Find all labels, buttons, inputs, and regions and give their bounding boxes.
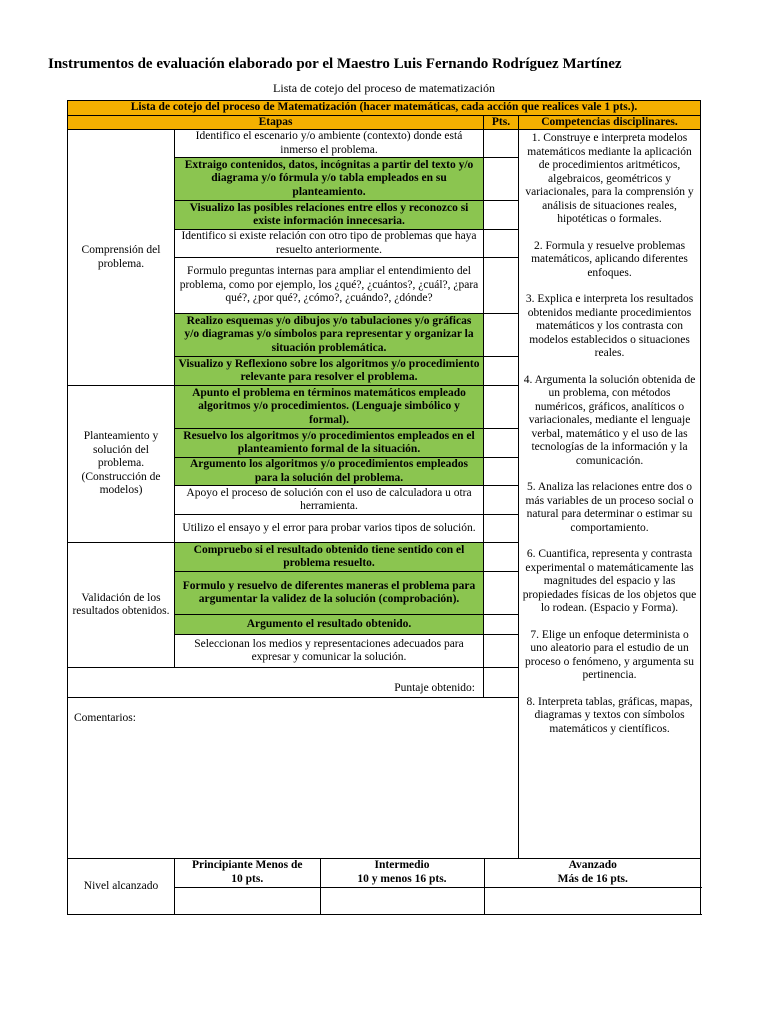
level-name: Intermedio xyxy=(374,859,430,871)
points-cell[interactable] xyxy=(484,386,519,429)
level-advanced xyxy=(484,859,701,887)
action-item: Formulo y resuelvo de diferentes maneras el problema para argumentar la validez de la solución (comprobación). xyxy=(175,572,484,615)
column-header-stages: Etapas xyxy=(68,115,484,130)
action-item: Apoyo el proceso de solución con el uso de calculadora u otra herramienta. xyxy=(175,486,484,515)
level-intermediate xyxy=(320,859,484,887)
points-cell[interactable] xyxy=(484,429,519,458)
score-total-cell[interactable] xyxy=(484,668,519,698)
competency-item: 4. Argumenta la solución obtenida de un problema, con métodos numéricos, gráficos, analíticos o variacionales, mediante el lenguaje verbal, matemático y el uso de las tecnologías de la información y la comunicación. xyxy=(523,373,696,467)
level-name: Principiante Menos de xyxy=(191,859,303,871)
level-label: Nivel alcanzado xyxy=(68,859,175,915)
level-mark-intermediate[interactable] xyxy=(320,888,484,914)
action-item: Realizo esquemas y/o dibujos y/o tabulaciones y/o gráficas y/o diagramas y/o símbolos para representar y organizar la situación problemática. xyxy=(175,314,484,357)
points-cell[interactable] xyxy=(484,543,519,572)
points-cell[interactable] xyxy=(484,515,519,543)
action-item: Visualizo las posibles relaciones entre ellos y reconozco si existe información innecesaria. xyxy=(175,201,484,230)
level-range: Más de 16 pts. xyxy=(557,872,628,885)
points-cell[interactable] xyxy=(484,258,519,314)
action-item: Argumento los algoritmos y/o procedimientos empleados para la solución del problema. xyxy=(175,458,484,486)
table-banner: Lista de cotejo del proceso de Matematización (hacer matemáticas, cada acción que realices vale 1 pts.). xyxy=(68,101,701,116)
comments-label[interactable]: Comentarios: xyxy=(68,698,519,859)
competency-item: 6. Cuantifica, representa y contrasta experimental o matemáticamente las magnitudes del espacio y las propiedades físicas de los objetos que lo rodean. (Espacio y Forma). xyxy=(522,548,697,614)
points-cell[interactable] xyxy=(484,486,519,515)
competency-item: 3. Explica e interpreta los resultados obtenidos mediante procedimientos matemáticos y los contrasta con modelos establecidos o situaciones reales. xyxy=(525,293,694,359)
action-item: Argumento el resultado obtenido. xyxy=(175,615,484,635)
action-item: Apunto el problema en términos matemáticos empleado algoritmos y/o procedimientos. (Lenguaje simbólico y formal). xyxy=(175,386,484,429)
level-marks xyxy=(175,888,701,915)
points-cell[interactable] xyxy=(484,314,519,357)
action-item: Extraigo contenidos, datos, incógnitas a partir del texto y/o diagrama y/o fórmula y/o tabla empleados en su planteamiento. xyxy=(175,158,484,201)
document-title: Instrumentos de evaluación elaborado por el Maestro Luis Fernando Rodríguez Martínez xyxy=(48,56,622,72)
competency-item: 2. Formula y resuelve problemas matemáticos, aplicando diferentes enfoques. xyxy=(531,239,688,279)
action-item: Utilizo el ensayo y el error para probar varios tipos de solución. xyxy=(175,515,484,543)
action-item: Formulo preguntas internas para ampliar el entendimiento del problema, como por ejemplo, los ¿qué?, ¿cuántos?, ¿cuál?, ¿para qué?, ¿por qué?, ¿cómo?, ¿cuándo?, ¿dónde? xyxy=(175,258,484,314)
checklist-table xyxy=(67,100,701,915)
action-item: Identifico si existe relación con otro tipo de problemas que haya resuelto anteriormente. xyxy=(175,230,484,258)
stage-comprension: Comprensión del problema. xyxy=(68,130,175,386)
column-header-competencies: Competencias disciplinares. xyxy=(519,115,701,130)
points-cell[interactable] xyxy=(484,230,519,258)
level-range: 10 pts. xyxy=(231,872,264,885)
score-label: Puntaje obtenido: xyxy=(68,668,484,698)
competency-item: 5. Analiza las relaciones entre dos o más variables de un proceso social o natural para determinar o estimar su comportamiento. xyxy=(525,481,694,534)
level-beginner xyxy=(175,859,320,887)
level-mark-advanced[interactable] xyxy=(484,888,701,914)
points-cell[interactable] xyxy=(484,615,519,635)
points-cell[interactable] xyxy=(484,458,519,486)
action-item: Seleccionan los medios y representaciones adecuados para expresar y comunicar la solución. xyxy=(175,635,484,668)
column-header-points: Pts. xyxy=(484,115,519,130)
competencies-list xyxy=(519,130,701,859)
stage-planteamiento: Planteamiento y solución del problema. (Construcción de modelos) xyxy=(68,386,175,543)
level-grid xyxy=(175,859,701,888)
level-mark-beginner[interactable] xyxy=(175,888,320,914)
action-item: Compruebo si el resultado obtenido tiene sentido con el problema resuelto. xyxy=(175,543,484,572)
competency-item: 1. Construye e interpreta modelos matemáticos mediante la aplicación de procedimientos aritméticos, algebraicos, geométricos y variacionales, para la comprensión y análisis de situaciones reales, hipotéticas o formales. xyxy=(525,132,694,225)
level-name: Avanzado xyxy=(568,859,617,871)
points-cell[interactable] xyxy=(484,635,519,668)
level-range: 10 y menos 16 pts. xyxy=(357,872,447,885)
document-subtitle: Lista de cotejo del proceso de matematización xyxy=(273,81,495,95)
action-item: Resuelvo los algoritmos y/o procedimientos empleados en el planteamiento formal de la situación. xyxy=(175,429,484,458)
action-item: Identifico el escenario y/o ambiente (contexto) donde está inmerso el problema. xyxy=(175,130,484,158)
points-cell[interactable] xyxy=(484,572,519,615)
competency-item: 7. Elige un enfoque determinista o uno aleatorio para el estudio de un proceso o fenómeno, y argumenta su pertinencia. xyxy=(524,628,695,681)
points-cell[interactable] xyxy=(484,130,519,158)
competency-item: 8. Interpreta tablas, gráficas, mapas, diagramas y textos con símbolos matemáticos y científicos. xyxy=(526,695,693,735)
action-item: Visualizo y Reflexiono sobre los algoritmos y/o procedimiento relevante para resolver el problema. xyxy=(175,357,484,386)
stage-validacion: Validación de los resultados obtenidos. xyxy=(68,543,175,668)
points-cell[interactable] xyxy=(484,201,519,230)
points-cell[interactable] xyxy=(484,357,519,386)
points-cell[interactable] xyxy=(484,158,519,201)
